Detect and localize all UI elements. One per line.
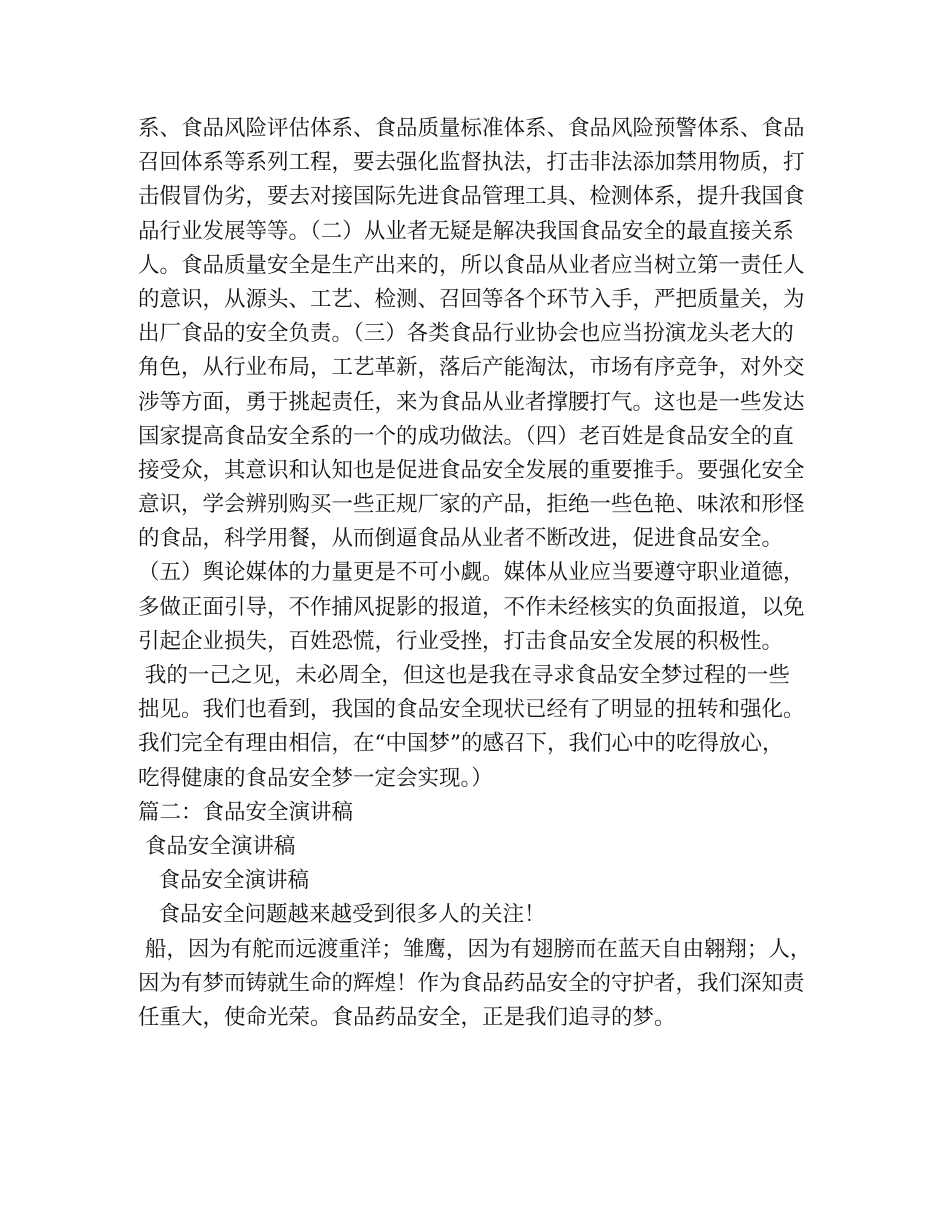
text-line: 的意识，从源头、工艺、检测、召回等各个环节入手，严把质量关，为	[138, 286, 805, 312]
text-line: （五）舆论媒体的力量更是不可小觑。媒体从业应当要遵守职业道德，	[138, 560, 805, 586]
text-line: 我们完全有理由相信，在“中国梦”的感召下，我们心中的吃得放心，	[138, 731, 784, 757]
text-line: 意识，学会辨别购买一些正规厂家的产品，拒绝一些色艳、味浓和形怪	[138, 492, 805, 518]
document-subtitle: 食品安全演讲稿	[138, 868, 310, 894]
text-line: 拙见。我们也看到，我国的食品安全现状已经有了明显的扭转和强化。	[138, 697, 805, 723]
text-line: 品行业发展等等。（二）从业者无疑是解决我国食品安全的最直接关系	[138, 218, 794, 244]
text-line: 系、食品风险评估体系、食品质量标准体系、食品风险预警体系、食品	[138, 116, 805, 141]
text-line: 出厂食品的安全负责。（三）各类食品行业协会也应当扮演龙头老大的	[138, 321, 794, 347]
text-line: 的食品，科学用餐，从而倒逼食品从业者不断改进，促进食品安全。	[138, 526, 784, 552]
text-line: 任重大，使命光荣。食品药品安全，正是我们追寻的梦。	[138, 1004, 676, 1030]
text-line: 我的一己之见，未必周全，但这也是我在寻求食品安全梦过程的一些	[138, 663, 790, 688]
text-line: 击假冒伪劣，要去对接国际先进食品管理工具、检测体系，提升我国食	[138, 184, 805, 210]
section-heading: 篇二：食品安全演讲稿	[138, 799, 354, 825]
text-line: 食品安全问题越来越受到很多人的关注！	[138, 902, 546, 928]
document-title: 食品安全演讲稿	[138, 833, 296, 859]
document-body	[138, 112, 818, 1035]
text-line: 涉等方面，勇于挑起责任，来为食品从业者撑腰打气。这也是一些发达	[138, 389, 805, 415]
text-line: 角色，从行业布局，工艺革新，落后产能淘汰，市场有序竞争，对外交	[138, 355, 805, 381]
text-line: 船，因为有舵而远渡重洋；雏鹰，因为有翅膀而在蓝天自由翱翔；人，	[138, 936, 812, 962]
text-line: 召回体系等系列工程，要去强化监督执法，打击非法添加禁用物质，打	[138, 150, 805, 176]
text-line: 国家提高食品安全系的一个的成功做法。（四）老百姓是食品安全的直	[138, 423, 794, 449]
text-line: 因为有梦而铸就生命的辉煌！作为食品药品安全的守护者，我们深知责	[138, 970, 805, 996]
text-line: 引起企业损失，百姓恐慌，行业受挫，打击食品安全发展的积极性。	[138, 628, 784, 654]
text-line: 接受众，其意识和认知也是促进食品安全发展的重要推手。要强化安全	[138, 457, 805, 483]
text-line: 吃得健康的食品安全梦一定会实现。）	[138, 765, 493, 791]
text-line: 多做正面引导，不作捕风捉影的报道，不作未经核实的负面报道，以免	[138, 594, 805, 620]
text-line: 人。食品质量安全是生产出来的，所以食品从业者应当树立第一责任人	[138, 252, 805, 278]
